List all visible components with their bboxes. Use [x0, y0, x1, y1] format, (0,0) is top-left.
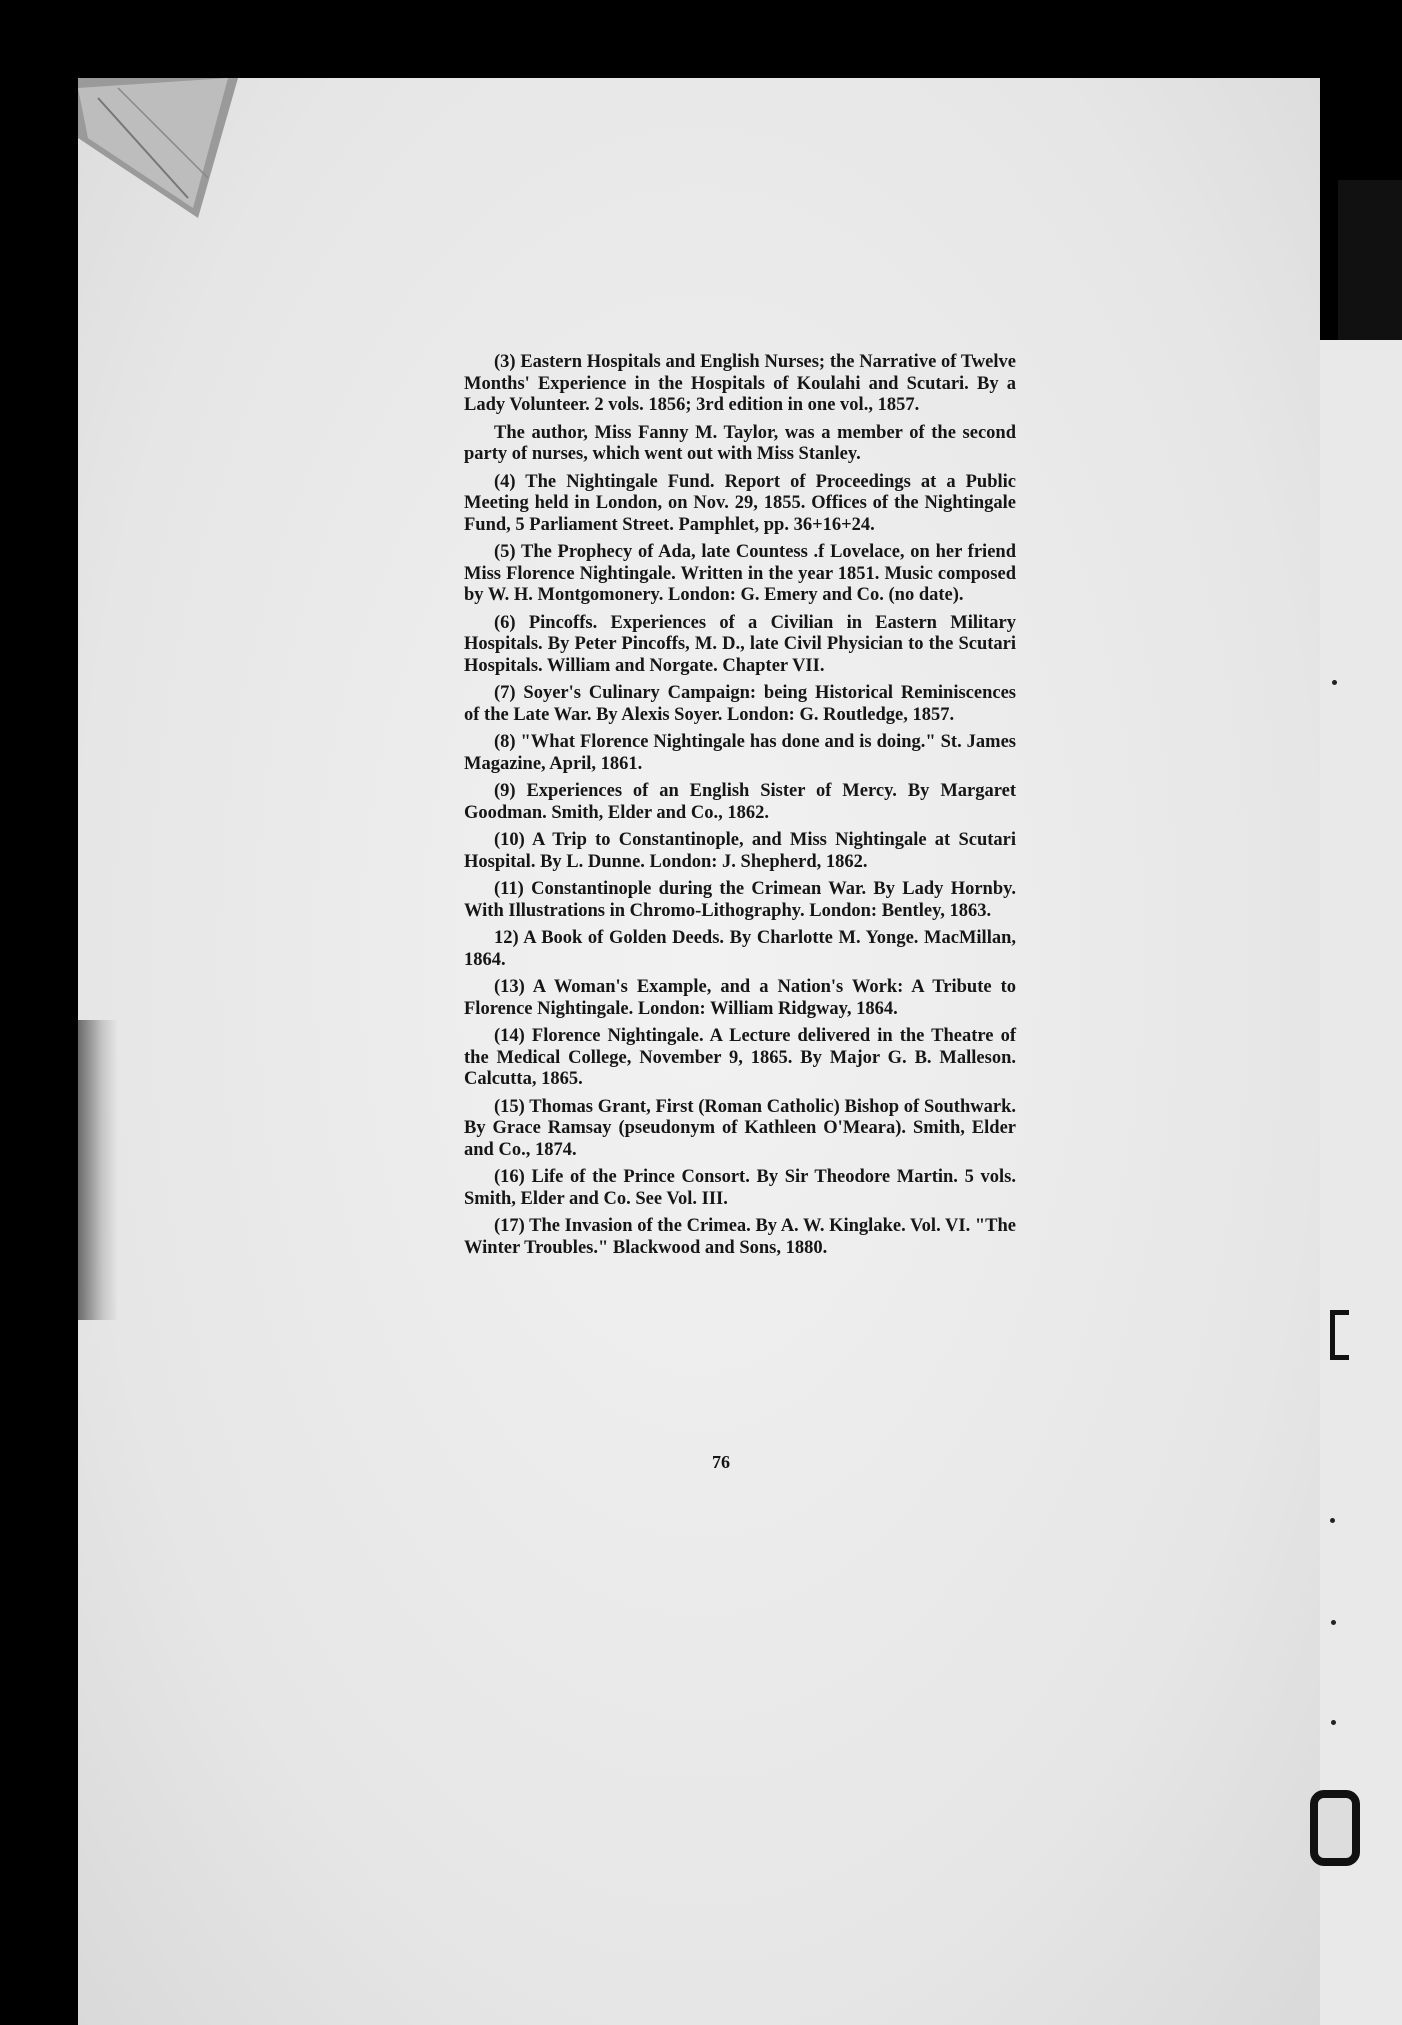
bracket-mark-icon	[1330, 1310, 1349, 1360]
bibliography-entry: (8) "What Florence Nightingale has done and is doing." St. James Magazine, April, 1861.	[464, 732, 1016, 774]
page-edge-dark	[1338, 180, 1402, 340]
bibliography-entry: (9) Experiences of an English Sister of Mercy. By Margaret Goodman. Smith, Elder and Co., 1862.	[464, 781, 1016, 823]
page-edge-right	[1320, 340, 1402, 2025]
binding-shadow	[78, 1020, 118, 1320]
folded-corner-icon	[78, 78, 238, 228]
bibliography-entry: (7) Soyer's Culinary Campaign: being Historical Reminiscences of the Late War. By Alexis Soyer. London: G. Routledge, 1857.	[464, 683, 1016, 725]
bibliography-entry: 12) A Book of Golden Deeds. By Charlotte M. Yonge. MacMillan, 1864.	[464, 928, 1016, 970]
binder-ring-icon	[1310, 1790, 1360, 1866]
speck-mark	[1331, 1620, 1336, 1625]
bibliography-entry: (3) Eastern Hospitals and English Nurses; the Narrative of Twelve Months' Experience in the Hospitals of Koulahi and Scutari. By a Lady Volunteer. 2 vols. 1856; 3rd edition in one vol., 1857.	[464, 352, 1016, 415]
bibliography-entry: (14) Florence Nightingale. A Lecture delivered in the Theatre of the Medical College, November 9, 1865. By Major G. B. Malleson. Calcutta, 1865.	[464, 1026, 1016, 1089]
bibliography-text	[464, 352, 1016, 1265]
bibliography-entry: (5) The Prophecy of Ada, late Countess .f Lovelace, on her friend Miss Florence Nightingale. Written in the year 1851. Music composed by W. H. Montgomonery. London: G. Emery and Co. (no date).	[464, 542, 1016, 605]
bibliography-entry: (10) A Trip to Constantinople, and Miss Nightingale at Scutari Hospital. By L. Dunne. London: J. Shepherd, 1862.	[464, 830, 1016, 872]
page-number: 76	[712, 1452, 730, 1472]
bibliography-entry: (11) Constantinople during the Crimean War. By Lady Hornby. With Illustrations in Chromo-Lithography. London: Bentley, 1863.	[464, 879, 1016, 921]
bibliography-note: The author, Miss Fanny M. Taylor, was a member of the second party of nurses, which went out with Miss Stanley.	[464, 422, 1016, 464]
speck-mark	[1332, 680, 1337, 685]
bibliography-entry: (17) The Invasion of the Crimea. By A. W. Kinglake. Vol. VI. "The Winter Troubles." Blackwood and Sons, 1880.	[464, 1216, 1016, 1258]
bibliography-entry: (13) A Woman's Example, and a Nation's Work: A Tribute to Florence Nightingale. London: William Ridgway, 1864.	[464, 977, 1016, 1019]
bibliography-entry: (15) Thomas Grant, First (Roman Catholic) Bishop of Southwark. By Grace Ramsay (pseudonym of Kathleen O'Meara). Smith, Elder and Co., 1874.	[464, 1096, 1016, 1160]
speck-mark	[1330, 1518, 1335, 1523]
bibliography-entry: (16) Life of the Prince Consort. By Sir Theodore Martin. 5 vols. Smith, Elder and Co. See Vol. III.	[464, 1167, 1016, 1209]
bibliography-entry: (6) Pincoffs. Experiences of a Civilian in Eastern Military Hospitals. By Peter Pincoffs, M. D., late Civil Physician to the Scutari Hospitals. William and Norgate. Chapter VII.	[464, 612, 1016, 676]
speck-mark	[1331, 1720, 1336, 1725]
bibliography-entry: (4) The Nightingale Fund. Report of Proceedings at a Public Meeting held in London, on Nov. 29, 1855. Offices of the Nightingale Fund, 5 Parliament Street. Pamphlet, pp. 36+16+24.	[464, 471, 1016, 535]
